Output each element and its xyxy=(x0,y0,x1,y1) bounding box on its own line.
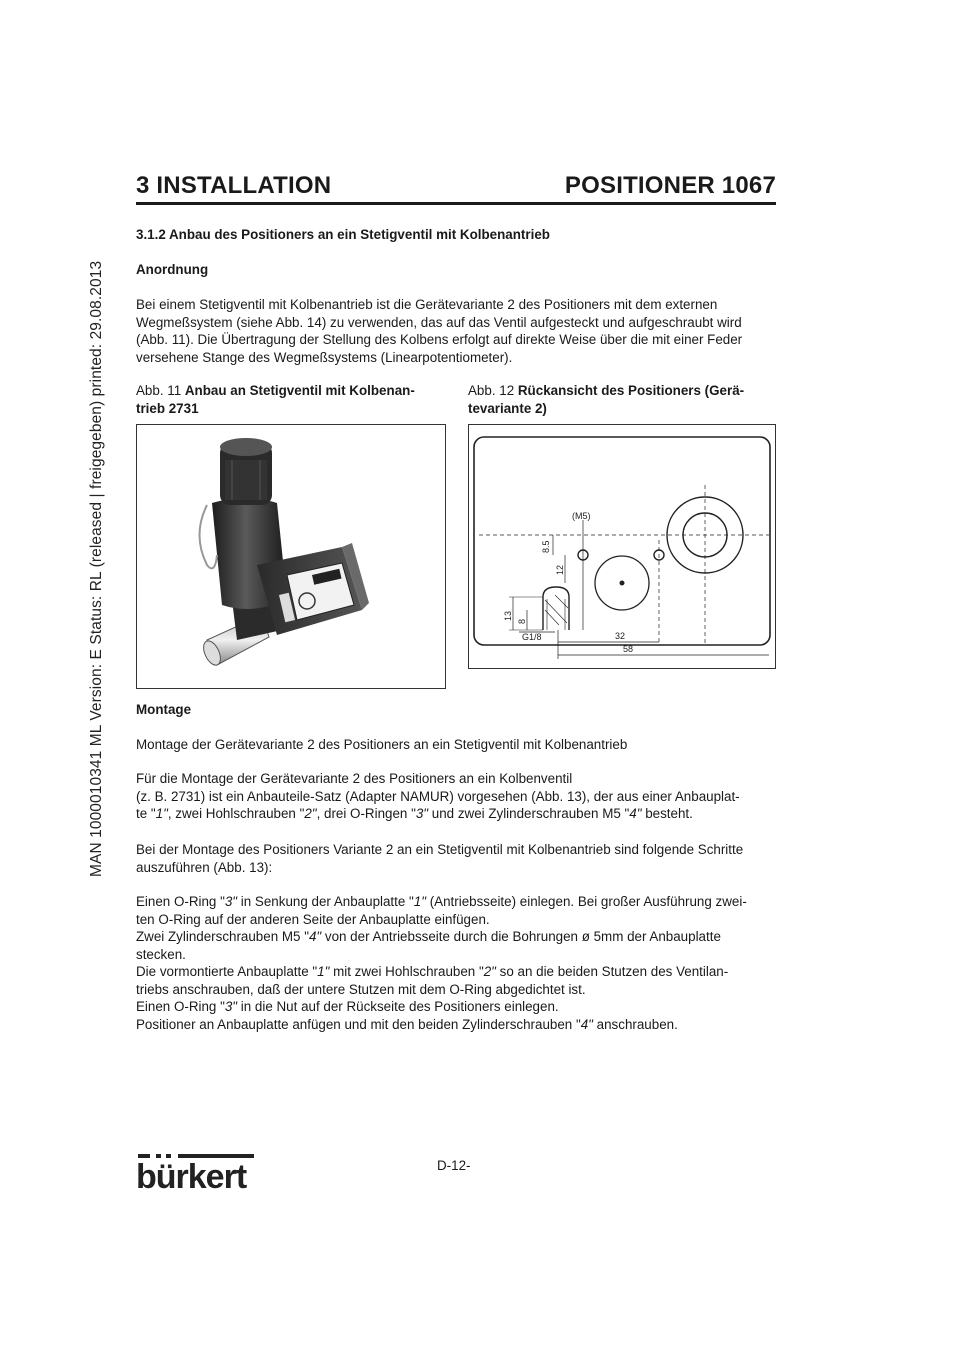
text-line: Wegmeßsystem (siehe Abb. 14) zu verwenden, das auf das Ventil aufgesteckt und aufgeschraubt wird xyxy=(136,314,742,330)
fig11-photo-frame xyxy=(136,424,446,689)
fig12-drawing-frame xyxy=(468,424,776,669)
step-line: stecken. xyxy=(136,946,186,962)
label-13: 13 xyxy=(503,610,513,621)
label-58: 58 xyxy=(623,644,634,654)
burkert-logo xyxy=(136,1154,258,1197)
label-m5: (M5) xyxy=(572,511,591,521)
text-line: Bei einem Stetigventil mit Kolbenantrieb ist die Gerätevariante 2 des Positioners mit dem externen xyxy=(136,297,718,312)
label-8-5: 8.5 xyxy=(541,540,551,553)
page-number: D-12- xyxy=(437,1158,471,1173)
chapter-title: 3 INSTALLATION xyxy=(136,172,332,199)
label-g18: G1/8 xyxy=(522,632,542,642)
montage-paragraph-2 xyxy=(136,770,781,823)
label-12: 12 xyxy=(555,564,565,575)
fig11-prefix: Abb. 11 xyxy=(136,383,185,398)
fig11-title: Anbau an Stetigventil mit Kolbenan- xyxy=(184,383,415,398)
montage-steps xyxy=(136,893,781,1033)
text-line: Bei der Montage des Positioners Variante 2 an ein Stetigventil mit Kolbenantrieb sind folgende Schritte xyxy=(136,842,744,857)
text-line: versehene Stange des Wegmeßsystems (Linearpotentiometer). xyxy=(136,349,513,365)
label-32: 32 xyxy=(615,631,626,641)
valve-positioner-photo xyxy=(137,425,445,688)
montage-paragraph-3 xyxy=(136,841,781,876)
text-line: (z. B. 2731) ist ein Anbauteile-Satz (Adapter NAMUR) vorgesehen (Abb. 13), der aus einer Anbauplat- xyxy=(136,788,740,804)
logo-text: bürkert xyxy=(136,1158,247,1192)
text-line: te "1", zwei Hohlschrauben "2", drei O-Ringen "3" und zwei Zylinderschrauben M5 "4" besteht. xyxy=(136,806,693,821)
text-line: auszuführen (Abb. 13): xyxy=(136,859,273,875)
step-line: triebs anschrauben, daß der untere Stutzen mit dem O-Ring abgedichtet ist. xyxy=(136,981,586,997)
step-line: Die vormontierte Anbauplatte "1" mit zwei Hohlschrauben "2" so an die beiden Stutzen des Ventilan- xyxy=(136,964,729,979)
fig11-caption xyxy=(136,382,446,418)
rear-view-drawing xyxy=(469,425,775,668)
montage-heading: Montage xyxy=(136,702,192,717)
anordnung-paragraph xyxy=(136,296,781,366)
fig12-caption xyxy=(468,382,778,418)
product-title: POSITIONER 1067 xyxy=(564,172,776,199)
fig12-title-line2: tevariante 2) xyxy=(468,401,547,416)
side-document-label: MAN 1000010341 ML Version: E Status: RL (released | freigegeben) printed: 29.08.2013 xyxy=(88,260,105,877)
page-header xyxy=(136,168,776,205)
step-line: Zwei Zylinderschrauben M5 "4" von der Antriebsseite durch die Bohrungen ø 5mm der Anbauplatte xyxy=(136,929,721,944)
anordnung-heading: Anordnung xyxy=(136,262,209,277)
burkert-logo-mark xyxy=(136,1154,258,1192)
section-title: 3.1.2 Anbau des Positioners an ein Stetigventil mit Kolbenantrieb xyxy=(136,227,550,242)
step-line: Einen O-Ring "3" in Senkung der Anbauplatte "1" (Antriebsseite) einlegen. Bei großer Ausführung zwei- xyxy=(136,894,747,909)
fig12-prefix: Abb. 12 xyxy=(468,383,518,398)
step-line: ten O-Ring auf der anderen Seite der Anbauplatte einfügen. xyxy=(136,911,490,927)
text-line: Für die Montage der Gerätevariante 2 des Positioners an ein Kolbenventil xyxy=(136,771,573,786)
text-line: (Abb. 11). Die Übertragung der Stellung des Kolbens erfolgt auf direkte Weise über die mit einer Feder xyxy=(136,332,743,347)
montage-intro: Montage der Gerätevariante 2 des Positioners an ein Stetigventil mit Kolbenantrieb xyxy=(136,737,628,752)
step-line: Positioner an Anbauplatte anfügen und mit den beiden Zylinderschrauben "4" anschrauben. xyxy=(136,1016,678,1032)
fig11-title-line2: trieb 2731 xyxy=(136,401,199,416)
step-line: Einen O-Ring "3" in die Nut auf der Rückseite des Positioners einlegen. xyxy=(136,999,559,1014)
fig12-title: Rückansicht des Positioners (Gerä- xyxy=(517,383,745,398)
label-8: 8 xyxy=(517,618,527,624)
